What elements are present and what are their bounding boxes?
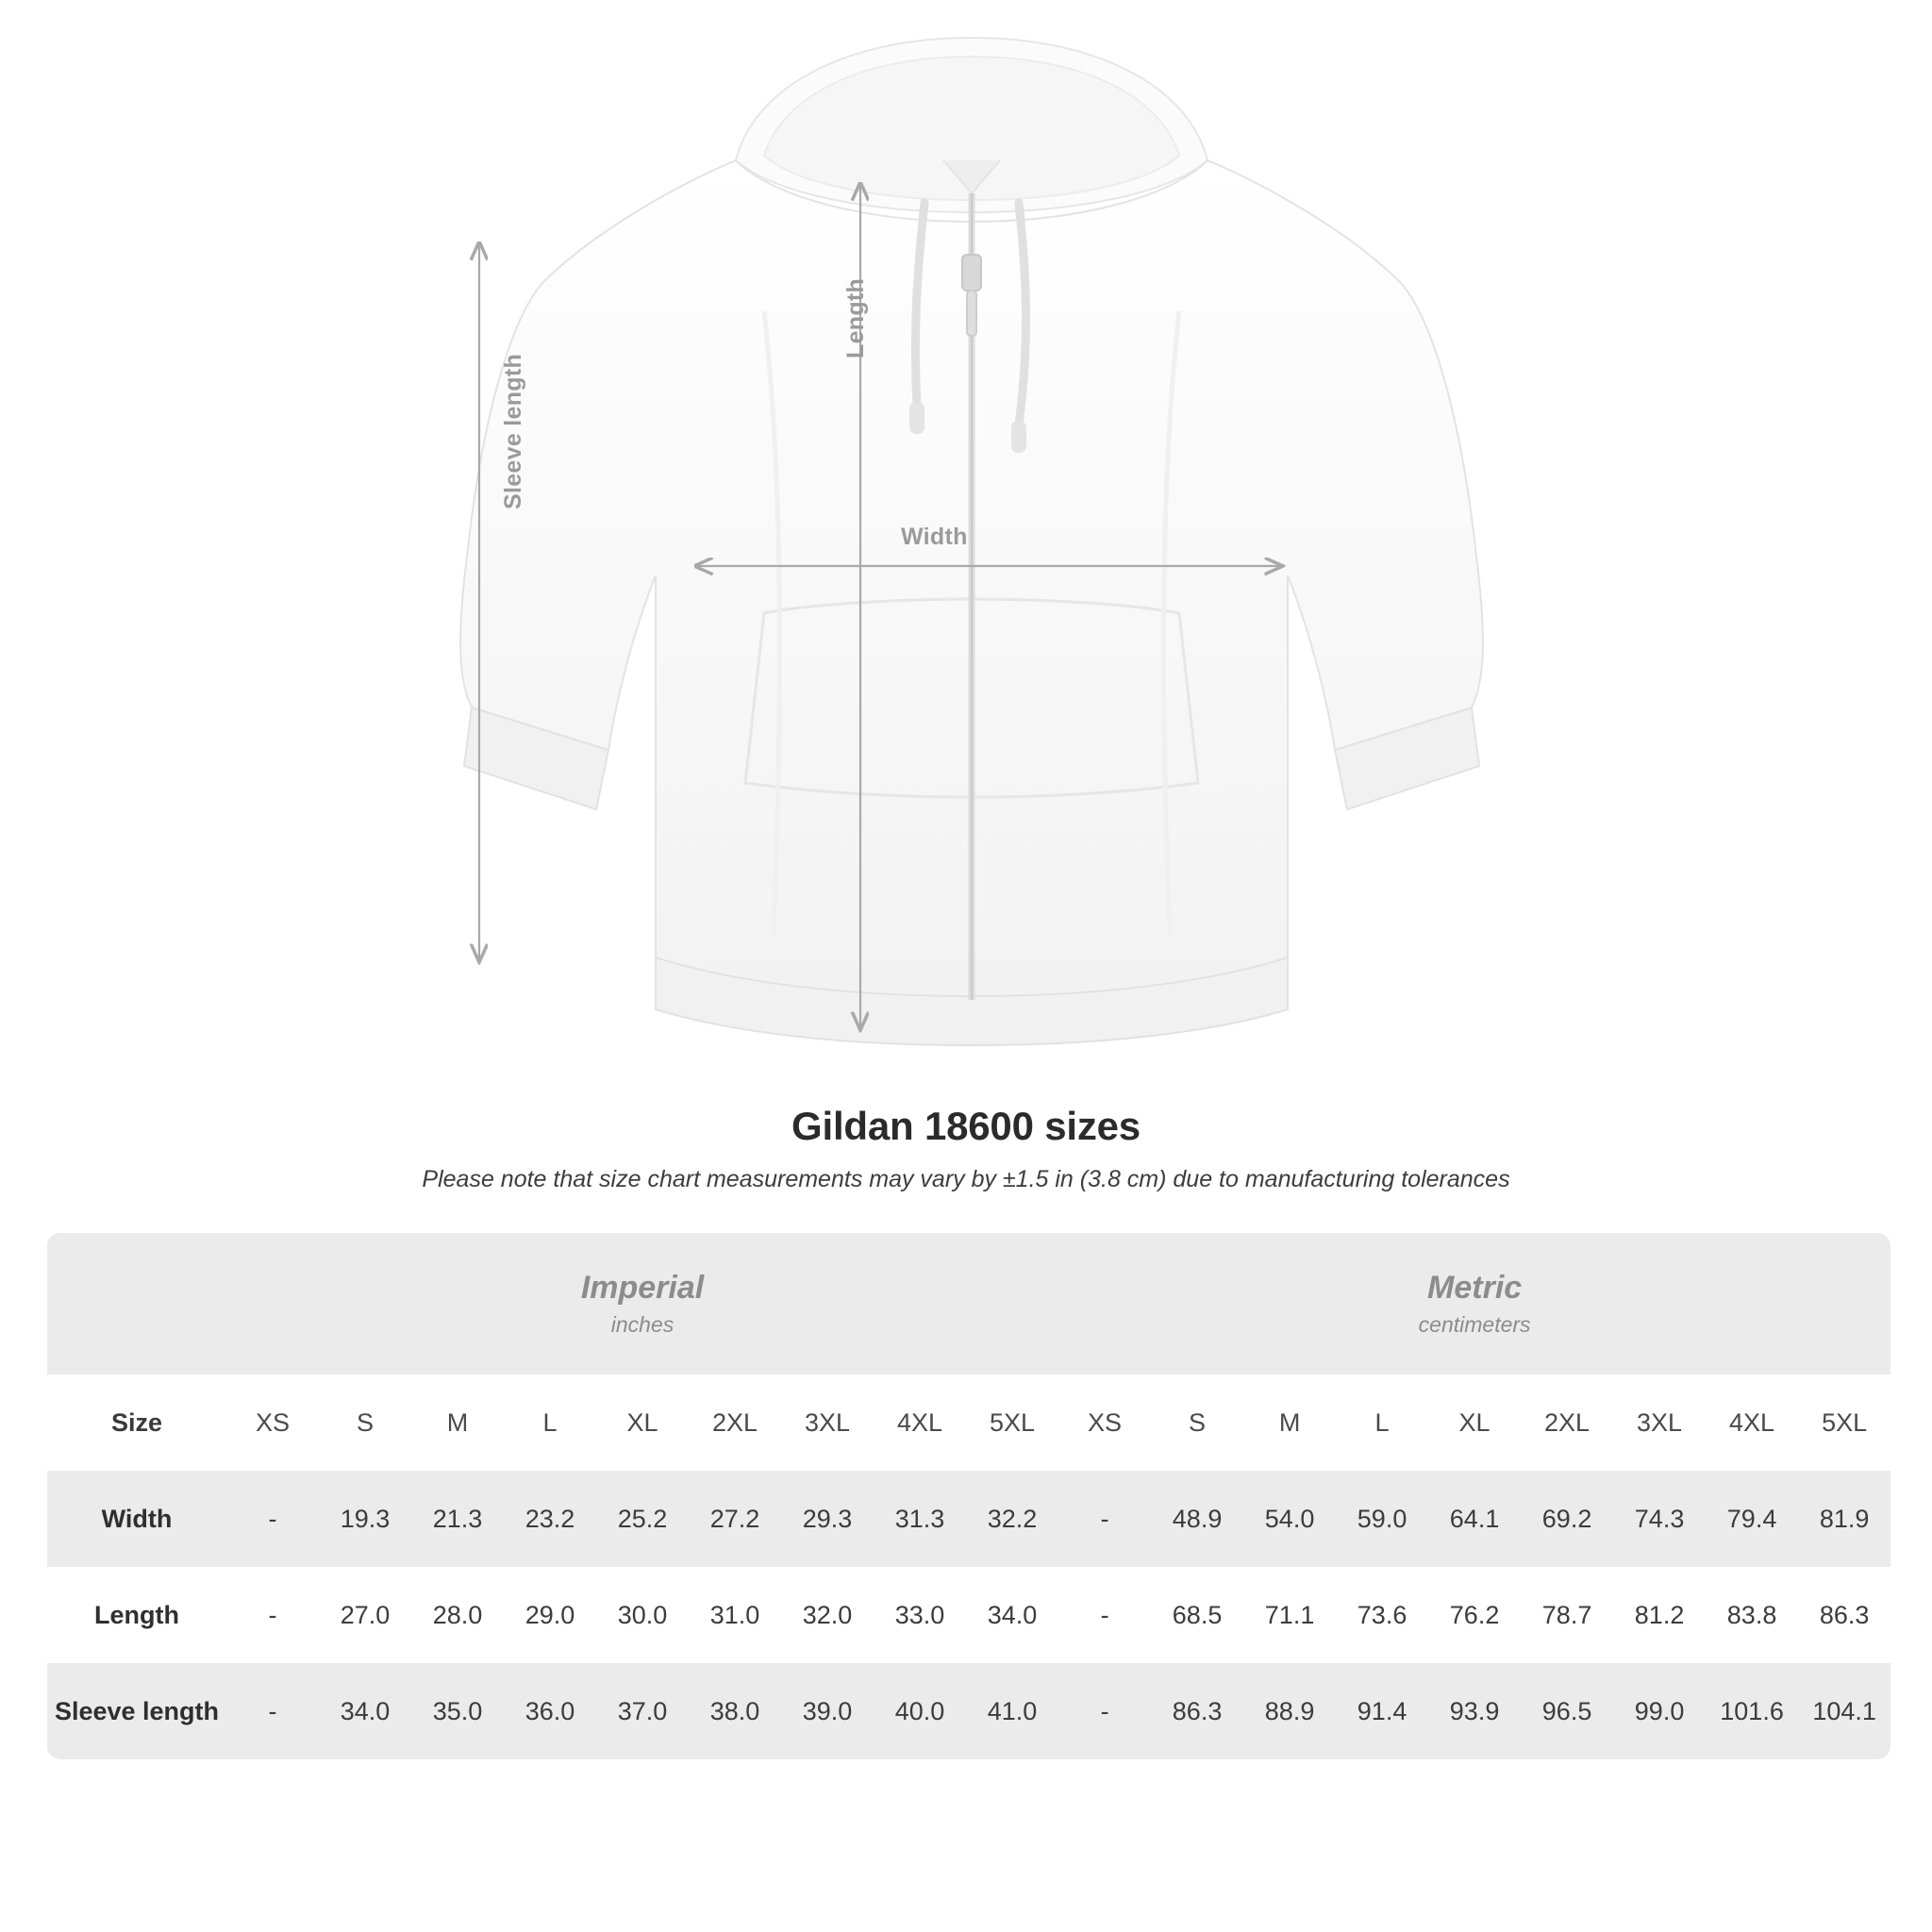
cell-sleeve-met-7: 101.6 — [1706, 1663, 1798, 1759]
imperial-subtitle: inches — [610, 1312, 675, 1338]
cell-width-imp-5: 27.2 — [689, 1471, 781, 1567]
cell-sleeve-met-4: 93.9 — [1428, 1663, 1521, 1759]
cell-width-imp-7: 31.3 — [874, 1471, 966, 1567]
cell-width-imp-0: - — [226, 1471, 319, 1567]
cell-length-imp-2: 28.0 — [411, 1567, 504, 1663]
cell-length-imp-4: 30.0 — [596, 1567, 689, 1663]
cell-sleeve-imp-0: - — [226, 1663, 319, 1759]
cell-sleeve-met-2: 88.9 — [1243, 1663, 1336, 1759]
cell-width-met-5: 69.2 — [1521, 1471, 1613, 1567]
cell-width-met-4: 64.1 — [1428, 1471, 1521, 1567]
cell-length-imp-6: 32.0 — [781, 1567, 874, 1663]
cell-sleeve-met-6: 99.0 — [1613, 1663, 1706, 1759]
size-col-met-6: 3XL — [1613, 1374, 1706, 1471]
label-width: Width — [901, 524, 968, 550]
size-col-imp-8: 5XL — [966, 1374, 1058, 1471]
cell-length-met-7: 83.8 — [1706, 1567, 1798, 1663]
page-title: Gildan 18600 sizes — [791, 1104, 1141, 1148]
cell-sleeve-imp-7: 40.0 — [874, 1663, 966, 1759]
size-col-imp-2: M — [411, 1374, 504, 1471]
size-header-row — [47, 1374, 1890, 1471]
units-header-row — [47, 1233, 1890, 1374]
cell-width-imp-8: 32.2 — [966, 1471, 1058, 1567]
cell-length-imp-7: 33.0 — [874, 1567, 966, 1663]
size-col-met-1: S — [1151, 1374, 1243, 1471]
cell-sleeve-met-1: 86.3 — [1151, 1663, 1243, 1759]
cell-length-met-8: 86.3 — [1798, 1567, 1890, 1663]
cell-sleeve-met-3: 91.4 — [1336, 1663, 1428, 1759]
cell-length-imp-5: 31.0 — [689, 1567, 781, 1663]
cell-sleeve-imp-2: 35.0 — [411, 1663, 504, 1759]
cell-sleeve-imp-4: 37.0 — [596, 1663, 689, 1759]
cell-width-met-6: 74.3 — [1613, 1471, 1706, 1567]
size-col-imp-4: XL — [596, 1374, 689, 1471]
label-length: Length — [842, 277, 869, 358]
row-label-width: Width — [47, 1471, 226, 1567]
size-col-imp-5: 2XL — [689, 1374, 781, 1471]
metric-header — [1058, 1233, 1890, 1374]
cell-length-met-1: 68.5 — [1151, 1567, 1243, 1663]
size-chart-table — [47, 1233, 1890, 1759]
size-col-met-7: 4XL — [1706, 1374, 1798, 1471]
cell-sleeve-met-8: 104.1 — [1798, 1663, 1890, 1759]
cell-width-met-3: 59.0 — [1336, 1471, 1428, 1567]
size-col-met-5: 2XL — [1521, 1374, 1613, 1471]
cell-length-met-0: - — [1058, 1567, 1151, 1663]
size-col-imp-1: S — [319, 1374, 411, 1471]
size-col-met-3: L — [1336, 1374, 1428, 1471]
metric-title: Metric — [1427, 1269, 1523, 1306]
corner-cell — [47, 1233, 226, 1374]
cell-sleeve-imp-8: 41.0 — [966, 1663, 1058, 1759]
size-col-met-2: M — [1243, 1374, 1336, 1471]
cell-sleeve-met-5: 96.5 — [1521, 1663, 1613, 1759]
size-col-met-4: XL — [1428, 1374, 1521, 1471]
cell-length-imp-3: 29.0 — [504, 1567, 596, 1663]
size-label: Size — [47, 1374, 226, 1471]
cell-sleeve-imp-1: 34.0 — [319, 1663, 411, 1759]
cell-width-met-7: 79.4 — [1706, 1471, 1798, 1567]
tolerance-note: Please note that size chart measurements may vary by ±1.5 in (3.8 cm) due to manufacturing tolerances — [422, 1166, 1510, 1192]
size-col-imp-6: 3XL — [781, 1374, 874, 1471]
cell-width-met-8: 81.9 — [1798, 1471, 1890, 1567]
title-block — [0, 1104, 1932, 1193]
cell-length-imp-8: 34.0 — [966, 1567, 1058, 1663]
imperial-header — [226, 1233, 1058, 1374]
cell-length-met-6: 81.2 — [1613, 1567, 1706, 1663]
row-label-sleeve-length: Sleeve length — [47, 1663, 226, 1759]
size-col-met-8: 5XL — [1798, 1374, 1890, 1471]
cell-width-met-0: - — [1058, 1471, 1151, 1567]
cell-width-imp-6: 29.3 — [781, 1471, 874, 1567]
cell-sleeve-imp-6: 39.0 — [781, 1663, 874, 1759]
row-label-length: Length — [47, 1567, 226, 1663]
cell-width-imp-1: 19.3 — [319, 1471, 411, 1567]
cell-length-imp-0: - — [226, 1567, 319, 1663]
cell-length-imp-1: 27.0 — [319, 1567, 411, 1663]
imperial-title: Imperial — [580, 1269, 705, 1306]
cell-length-met-3: 73.6 — [1336, 1567, 1428, 1663]
table-row — [47, 1663, 1890, 1759]
size-table-wrapper — [47, 1233, 1885, 1759]
cell-width-imp-2: 21.3 — [411, 1471, 504, 1567]
table-row — [47, 1471, 1890, 1567]
size-col-imp-3: L — [504, 1374, 596, 1471]
size-col-imp-7: 4XL — [874, 1374, 966, 1471]
metric-subtitle: centimeters — [1418, 1312, 1531, 1338]
cell-width-met-1: 48.9 — [1151, 1471, 1243, 1567]
cell-width-imp-4: 25.2 — [596, 1471, 689, 1567]
cell-width-met-2: 54.0 — [1243, 1471, 1336, 1567]
cell-sleeve-met-0: - — [1058, 1663, 1151, 1759]
label-sleeve-length: Sleeve length — [500, 353, 526, 509]
size-col-imp-0: XS — [226, 1374, 319, 1471]
cell-sleeve-imp-5: 38.0 — [689, 1663, 781, 1759]
cell-length-met-4: 76.2 — [1428, 1567, 1521, 1663]
cell-length-met-2: 71.1 — [1243, 1567, 1336, 1663]
cell-sleeve-imp-3: 36.0 — [504, 1663, 596, 1759]
table-row — [47, 1567, 1890, 1663]
size-col-met-0: XS — [1058, 1374, 1151, 1471]
cell-length-met-5: 78.7 — [1521, 1567, 1613, 1663]
cell-width-imp-3: 23.2 — [504, 1471, 596, 1567]
